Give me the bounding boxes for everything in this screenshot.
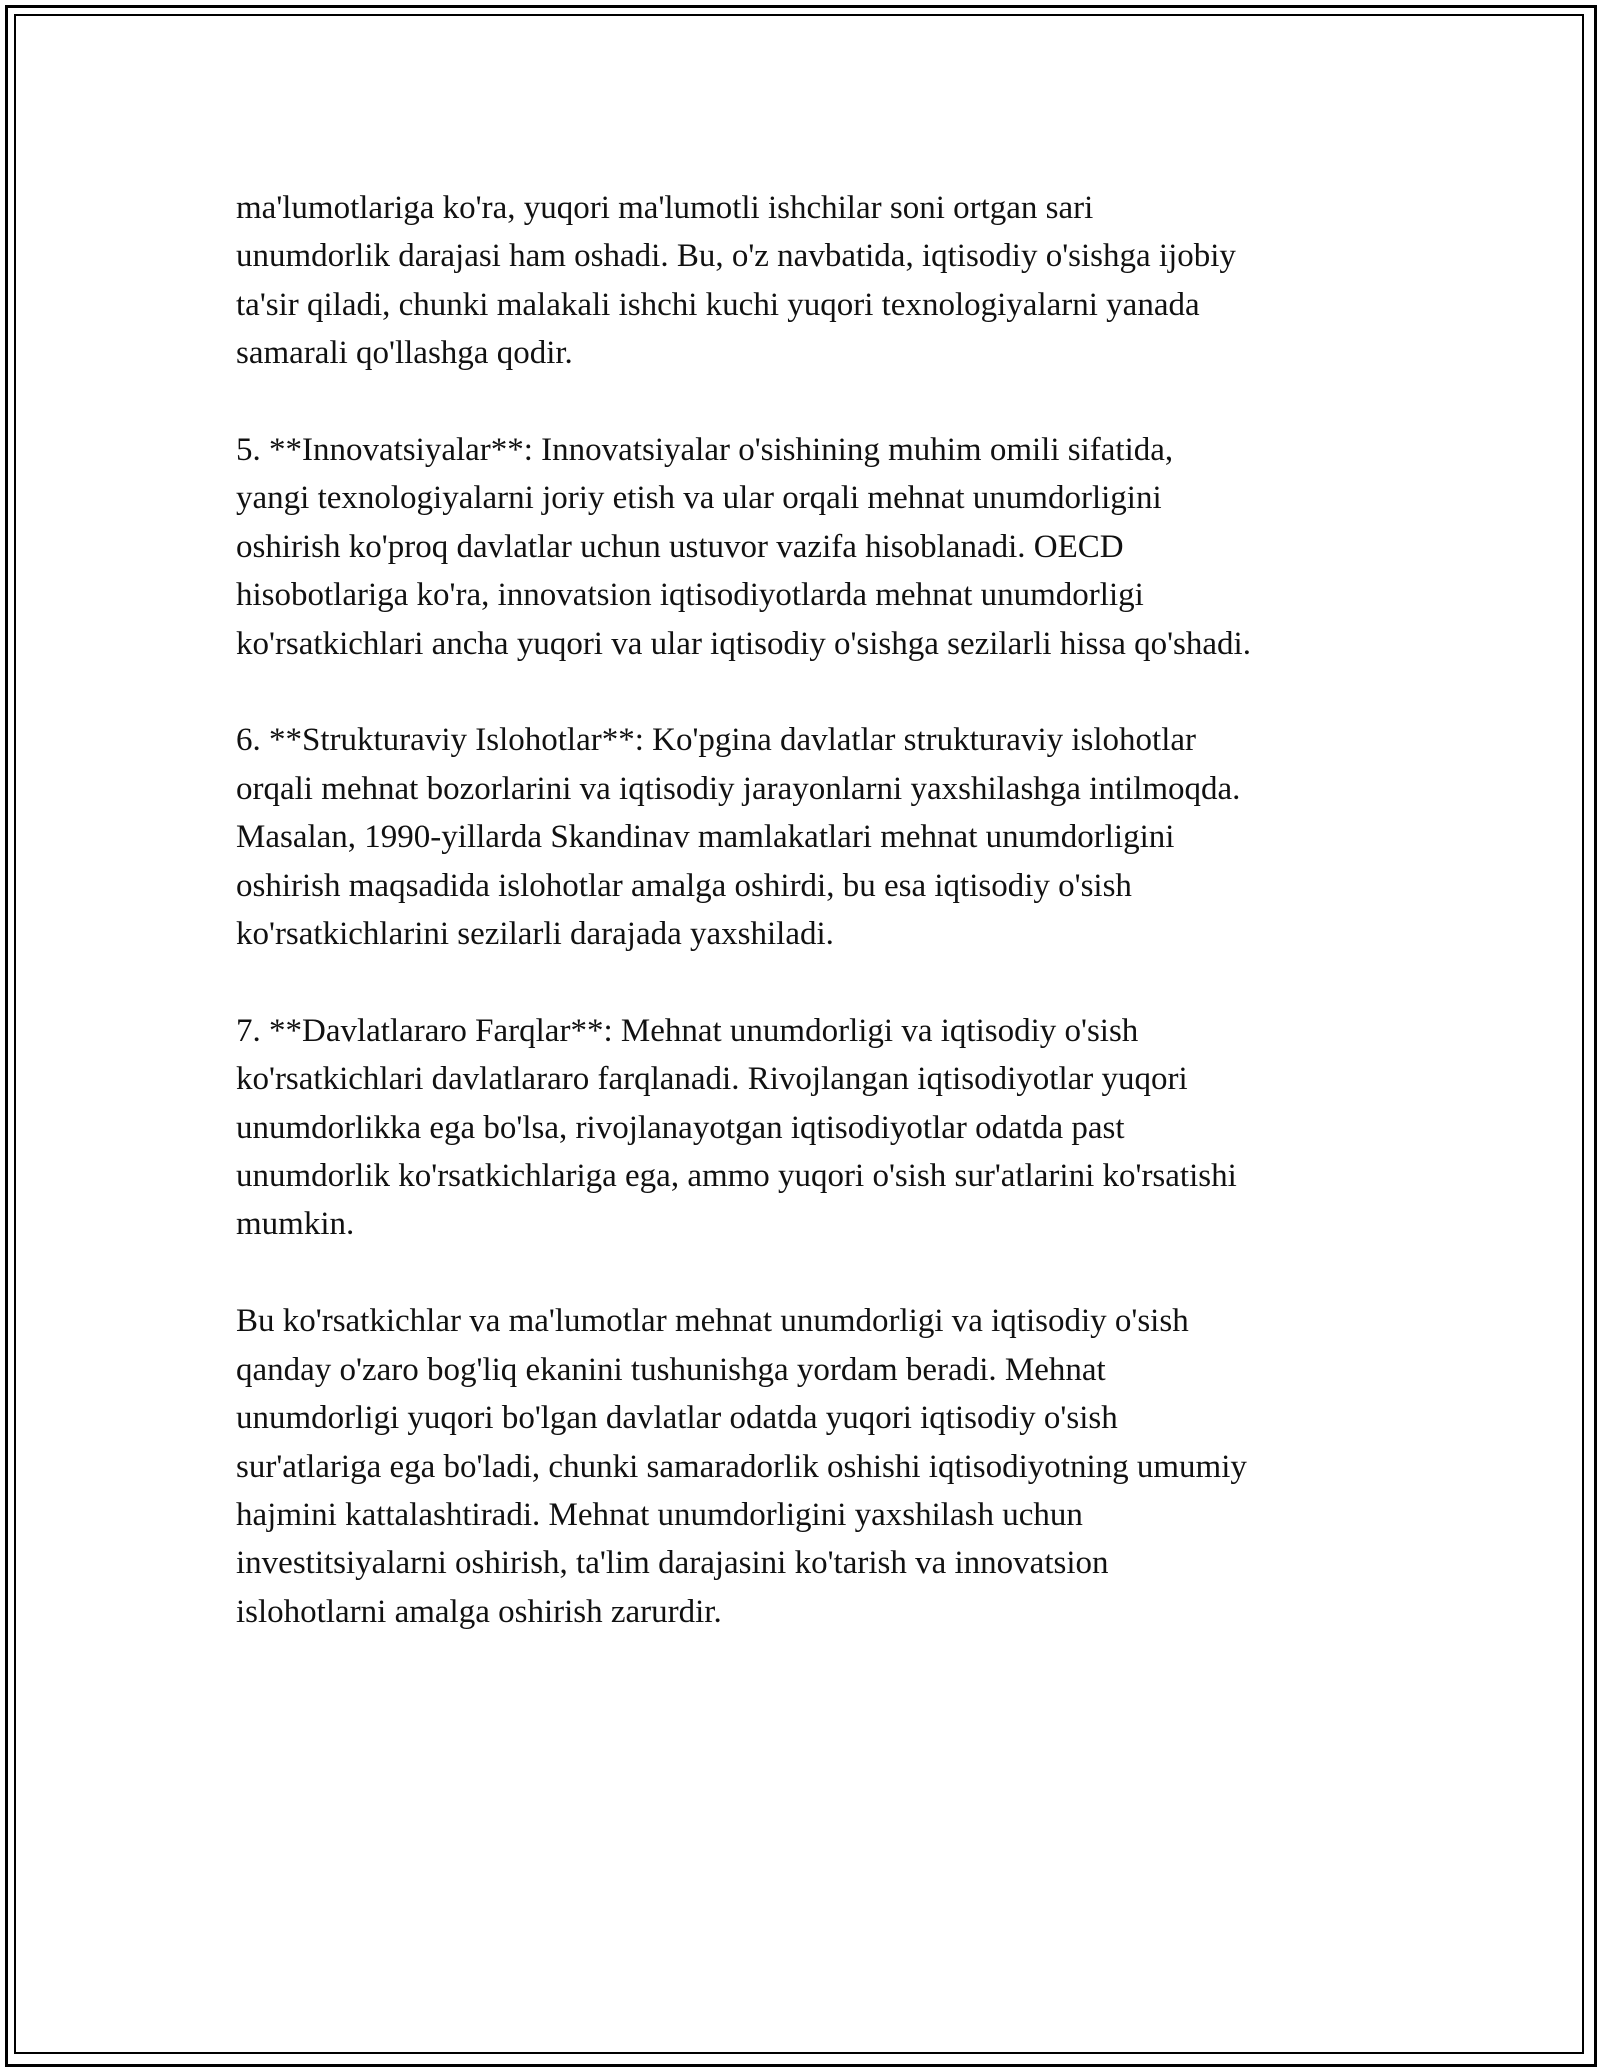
paragraph-innovations: 5. **Innovatsiyalar**: Innovatsiyalar o'sishining muhim omili sifatida, yangi texnologiyalarni joriy etish va ular orqali mehnat unumdorligini oshirish ko'proq davlatlar uchun ustuvor vazifa hisoblanadi. OECD hisobotlariga ko'ra, innovatsion iqtisodiyotlarda mehnat unumdorligi ko'rsatkichlari ancha yuqori va ular iqtisodiy o'sishga sezilarli hissa qo'shadi.	[236, 432, 1251, 662]
document-body	[236, 184, 1376, 1685]
paragraph-country-differences: 7. **Davlatlararo Farqlar**: Mehnat unumdorligi va iqtisodiy o'sish ko'rsatkichlari davlatlararo farqlanadi. Rivojlangan iqtisodiyotlar yuqori unumdorlikka ega bo'lsa, rivojlanayotgan iqtisodiyotlar odatda past unumdorlik ko'rsatkichlariga ega, ammo yuqori o'sish sur'atlarini ko'rsatishi mumkin.	[236, 1012, 1237, 1243]
paragraph-education-continued: ma'lumotlariga ko'ra, yuqori ma'lumotli ishchilar soni ortgan sari unumdorlik darajasi ham oshadi. Bu, o'z navbatida, iqtisodiy o'sishga ijobiy ta'sir qiladi, chunki malakali ishchi kuchi yuqori texnologiyalarni yanada samarali qo'llashga qodir.	[236, 190, 1236, 372]
paragraph-structural-reforms: 6. **Strukturaviy Islohotlar**: Ko'pgina davlatlar strukturaviy islohotlar orqali mehnat bozorlarini va iqtisodiy jarayonlarni yaxshilashga intilmoqda. Masalan, 1990-yillarda Skandinav mamlakatlari mehnat unumdorligini oshirish maqsadida islohotlar amalga oshirdi, bu esa iqtisodiy o'sish ko'rsatkichlarini sezilarli darajada yaxshiladi.	[236, 722, 1241, 953]
paragraph-conclusion: Bu ko'rsatkichlar va ma'lumotlar mehnat unumdorligi va iqtisodiy o'sish qanday o'zaro bog'liq ekanini tushunishga yordam beradi. Mehnat unumdorligi yuqori bo'lgan davlatlar odatda yuqori iqtisodiy o'sish sur'atlariga ega bo'ladi, chunki samaradorlik oshishi iqtisodiyotning umumiy hajmini kattalashtiradi. Mehnat unumdorligini yaxshilash uchun investitsiyalarni oshirish, ta'lim darajasini ko'tarish va innovatsion islohotlarni amalga oshirish zarurdir.	[236, 1303, 1247, 1630]
